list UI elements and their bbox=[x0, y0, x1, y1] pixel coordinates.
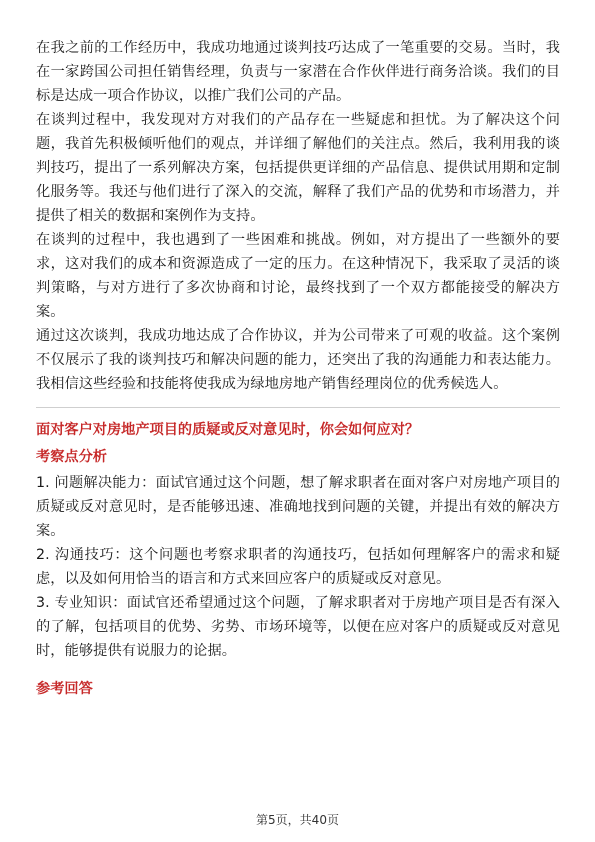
question-heading: 面对客户对房地产项目的质疑或反对意见时，你会如何应对？ bbox=[36, 422, 420, 438]
section-divider bbox=[36, 407, 560, 408]
page-content bbox=[36, 36, 560, 701]
analysis-point-1: 1. 问题解决能力：面试官通过这个问题，想了解求职者在面对客户对房地产项目的质疑或反对意见时，是否能够迅速、准确地找到问题的关键，并提出有效的解决方案。 bbox=[36, 475, 560, 539]
analysis-point-3: 3. 专业知识：面试官还希望通过这个问题，了解求职者对于房地产项目是否有深入的了解，包括项目的优势、劣势、市场环境等，以便在应对客户的质疑或反对意见时，能够提供有说服力的论据。 bbox=[36, 595, 560, 659]
answer-paragraph-4: 通过这次谈判，我成功地达成了合作协议，并为公司带来了可观的收益。这个案例不仅展示了我的谈判技巧和解决问题的能力，还突出了我的沟通能力和表达能力。我相信这些经验和技能将使我成为绿地房地产销售经理岗位的优秀候选人。 bbox=[36, 328, 560, 392]
reference-answer-heading: 参考回答 bbox=[36, 681, 93, 697]
page-number-footer: 第5页，共40页 bbox=[256, 813, 339, 827]
analysis-point-2: 2. 沟通技巧：这个问题也考察求职者的沟通技巧，包括如何理解客户的需求和疑虑，以及如何用恰当的语言和方式来回应客户的质疑或反对意见。 bbox=[36, 547, 560, 587]
answer-paragraph-2: 在谈判过程中，我发现对方对我们的产品存在一些疑虑和担忧。为了解决这个问题，我首先积极倾听他们的观点，并详细了解他们的关注点。然后，我利用我的谈判技巧，提出了一系列解决方案，包括提供更详细的产品信息、提供试用期和定制化服务等。我还与他们进行了深入的交流，解释了我们产品的优势和市场潜力，并提供了相关的数据和案例作为支持。 bbox=[36, 112, 560, 224]
answer-paragraph-1: 在我之前的工作经历中，我成功地通过谈判技巧达成了一笔重要的交易。当时，我在一家跨国公司担任销售经理，负责与一家潜在合作伙伴进行商务洽谈。我们的目标是达成一项合作协议，以推广我们公司的产品。 bbox=[36, 40, 560, 104]
analysis-heading: 考察点分析 bbox=[36, 449, 107, 465]
answer-paragraph-3: 在谈判的过程中，我也遇到了一些困难和挑战。例如，对方提出了一些额外的要求，这对我们的成本和资源造成了一定的压力。在这种情况下，我采取了灵活的谈判策略，与对方进行了多次协商和讨论，最终找到了一个双方都能接受的解决方案。 bbox=[36, 232, 560, 320]
